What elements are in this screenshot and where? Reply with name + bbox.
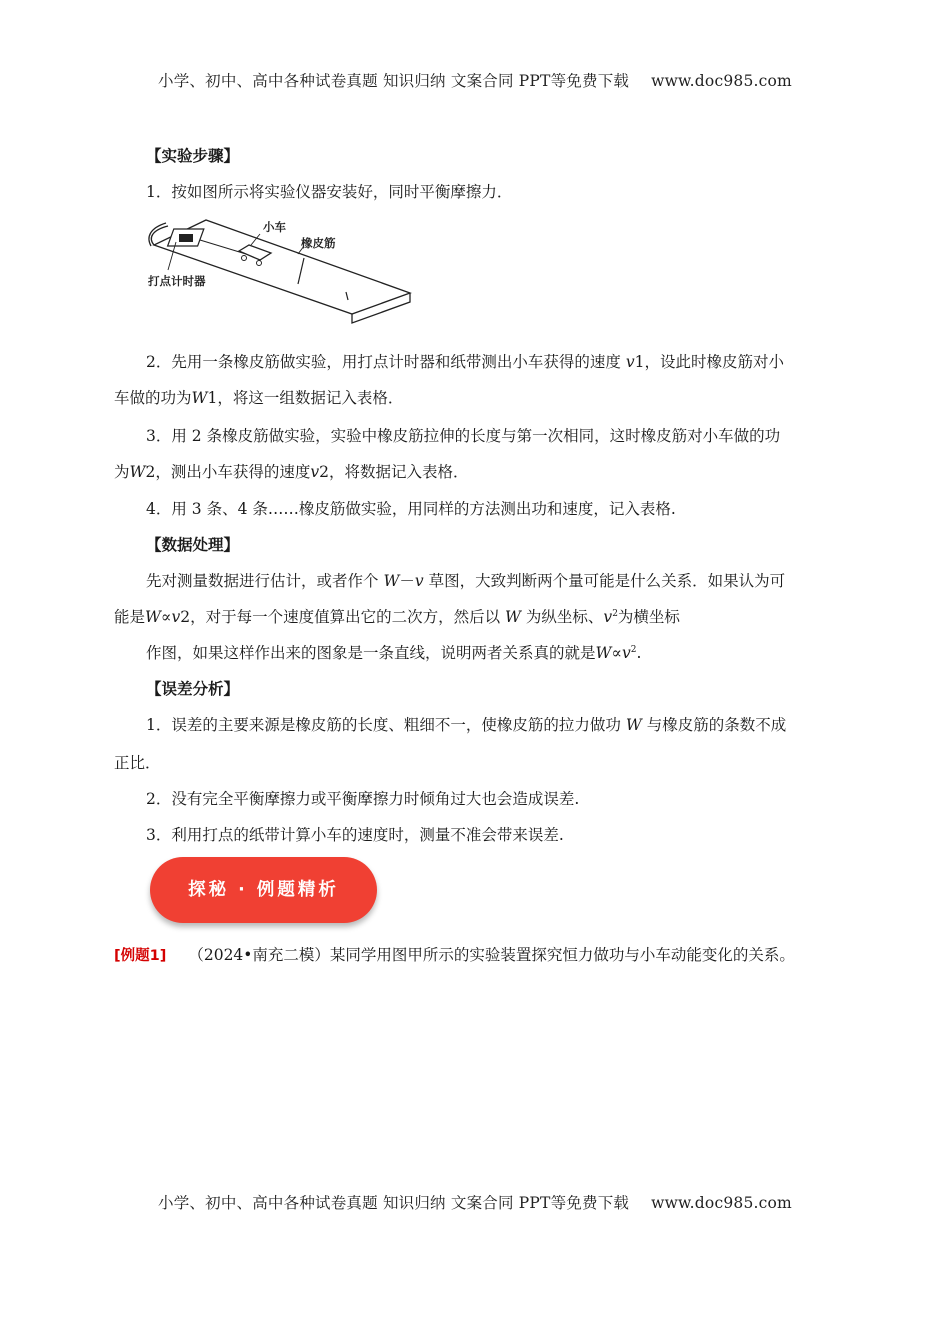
example-banner: 探秘 · 例题精析 bbox=[150, 857, 377, 923]
label-car: 小车 bbox=[263, 220, 286, 234]
label-band: 橡皮筋 bbox=[301, 236, 336, 250]
page-footer bbox=[0, 1191, 950, 1213]
step-1: 1．按如图所示将实验仪器安装好，同时平衡摩擦力． bbox=[146, 183, 513, 201]
error-1-line-2: 正比． bbox=[114, 754, 161, 772]
step-3-line-1: 3．用 2 条橡皮筋做实验，实验中橡皮筋拉伸的长度与第一次相同，这时橡皮筋对小车做的功 bbox=[146, 427, 781, 445]
error-analysis-title: 【误差分析】 bbox=[146, 680, 240, 698]
footer-text: 小学、初中、高中各种试卷真题 知识归纳 文案合同 PPT等免费下载 bbox=[158, 1194, 630, 1212]
steps-title: 【实验步骤】 bbox=[146, 147, 240, 165]
data-processing-title: 【数据处理】 bbox=[146, 536, 240, 554]
example-1 bbox=[114, 937, 844, 975]
example-text: （2024•南充二模）某同学用图甲所示的实验装置探究恒力做功与小车动能变化的关系。 bbox=[188, 946, 795, 964]
data-line-1: 先对测量数据进行估计，或者作个 W－v 草图，大致判断两个量可能是什么关系．如果认为可 bbox=[146, 572, 786, 590]
data-line-2: 能是W∝v2，对于每一个速度值算出它的二次方，然后以 W 为纵坐标、$v^2$为横坐标 bbox=[114, 608, 680, 626]
error-2: 2．没有完全平衡摩擦力或平衡摩擦力时倾角过大也会造成误差. bbox=[146, 790, 580, 808]
error-3: 3．利用打点的纸带计算小车的速度时，测量不准会带来误差. bbox=[146, 826, 564, 844]
header-text: 小学、初中、高中各种试卷真题 知识归纳 文案合同 PPT等免费下载 bbox=[158, 72, 630, 90]
step-2-line-1: 2．先用一条橡皮筋做实验，用打点计时器和纸带测出小车获得的速度 v1，设此时橡皮筋对小 bbox=[146, 353, 784, 371]
cart bbox=[239, 245, 271, 266]
timer-device bbox=[168, 229, 246, 254]
data-line-3: 作图，如果这样作出来的图象是一条直线，说明两者关系真的就是$W\propto v^2$. bbox=[146, 644, 642, 662]
step-3-line-2: 为W2，测出小车获得的速度v2，将数据记入表格． bbox=[114, 463, 469, 481]
label-timer: 打点计时器 bbox=[148, 274, 206, 288]
header-site: www.doc985.com bbox=[651, 72, 792, 90]
example-tag: [例题1] bbox=[114, 948, 167, 964]
step-4: 4．用 3 条、4 条……橡皮筋做实验，用同样的方法测出功和速度，记入表格. bbox=[146, 500, 676, 518]
page-header bbox=[0, 69, 950, 91]
rubber-band bbox=[298, 258, 348, 300]
experiment-figure bbox=[146, 212, 416, 337]
error-1-line-1: 1．误差的主要来源是橡皮筋的长度、粗细不一，使橡皮筋的拉力做功 W 与橡皮筋的条数不成 bbox=[146, 716, 787, 734]
step-2-line-2: 车做的功为W1，将这一组数据记入表格． bbox=[114, 389, 404, 407]
footer-site: www.doc985.com bbox=[651, 1194, 792, 1212]
